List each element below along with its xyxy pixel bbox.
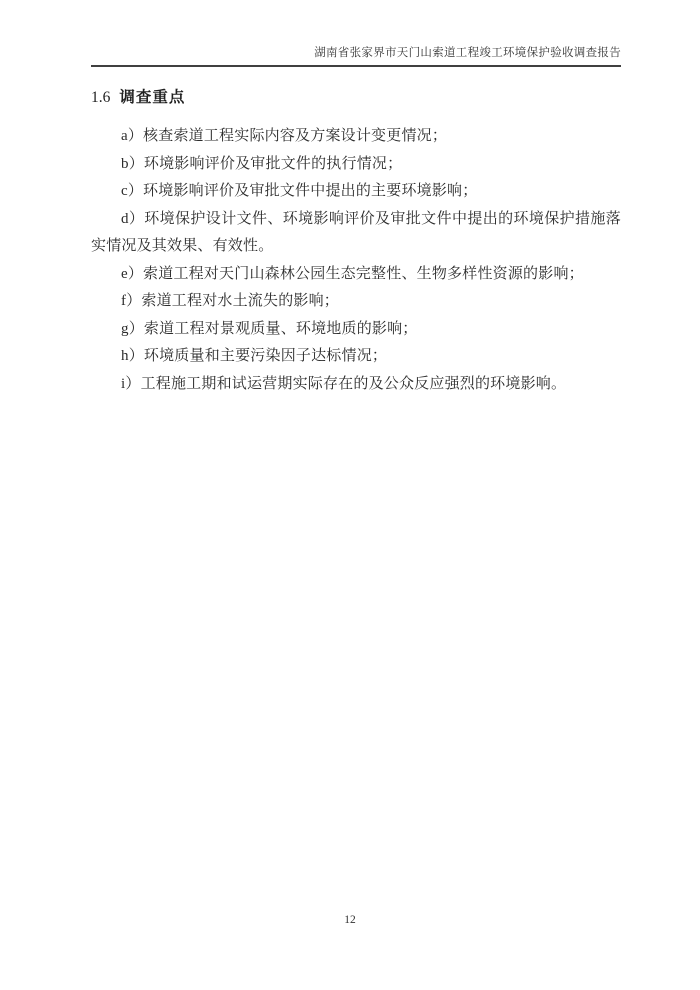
list-item-d: d）环境保护设计文件、环境影响评价及审批文件中提出的环境保护措施落实情况及其效果、有效性。	[91, 210, 621, 254]
list-item-h: h）环境质量和主要污染因子达标情况；	[121, 348, 388, 364]
list-item-a: a）核查索道工程实际内容及方案设计变更情况；	[121, 128, 448, 144]
page-number: 12	[344, 914, 356, 926]
list-item-c: c）环境影响评价及审批文件中提出的主要环境影响；	[121, 183, 478, 199]
section-title: 调查重点	[119, 89, 186, 106]
page-header	[91, 44, 621, 67]
list-item-e: e）索道工程对天门山森林公园生态完整性、生物多样性资源的影响；	[121, 265, 584, 282]
page-footer	[0, 914, 700, 926]
list-item-g: g）索道工程对景观质量、环境地质的影响；	[121, 320, 418, 337]
header-running-title: 湖南省张家界市天门山索道工程竣工环境保护验收调查报告	[314, 47, 621, 59]
list-item-f: f）索道工程对水土流失的影响；	[121, 293, 339, 309]
section-number: 1.6	[91, 89, 111, 106]
page-content	[91, 88, 621, 398]
list-item-b: b）环境影响评价及审批文件的执行情况；	[121, 155, 403, 172]
list-item-i: i）工程施工期和试运营期实际存在的及公众反应强烈的环境影响。	[121, 375, 567, 392]
section-heading	[91, 88, 621, 107]
